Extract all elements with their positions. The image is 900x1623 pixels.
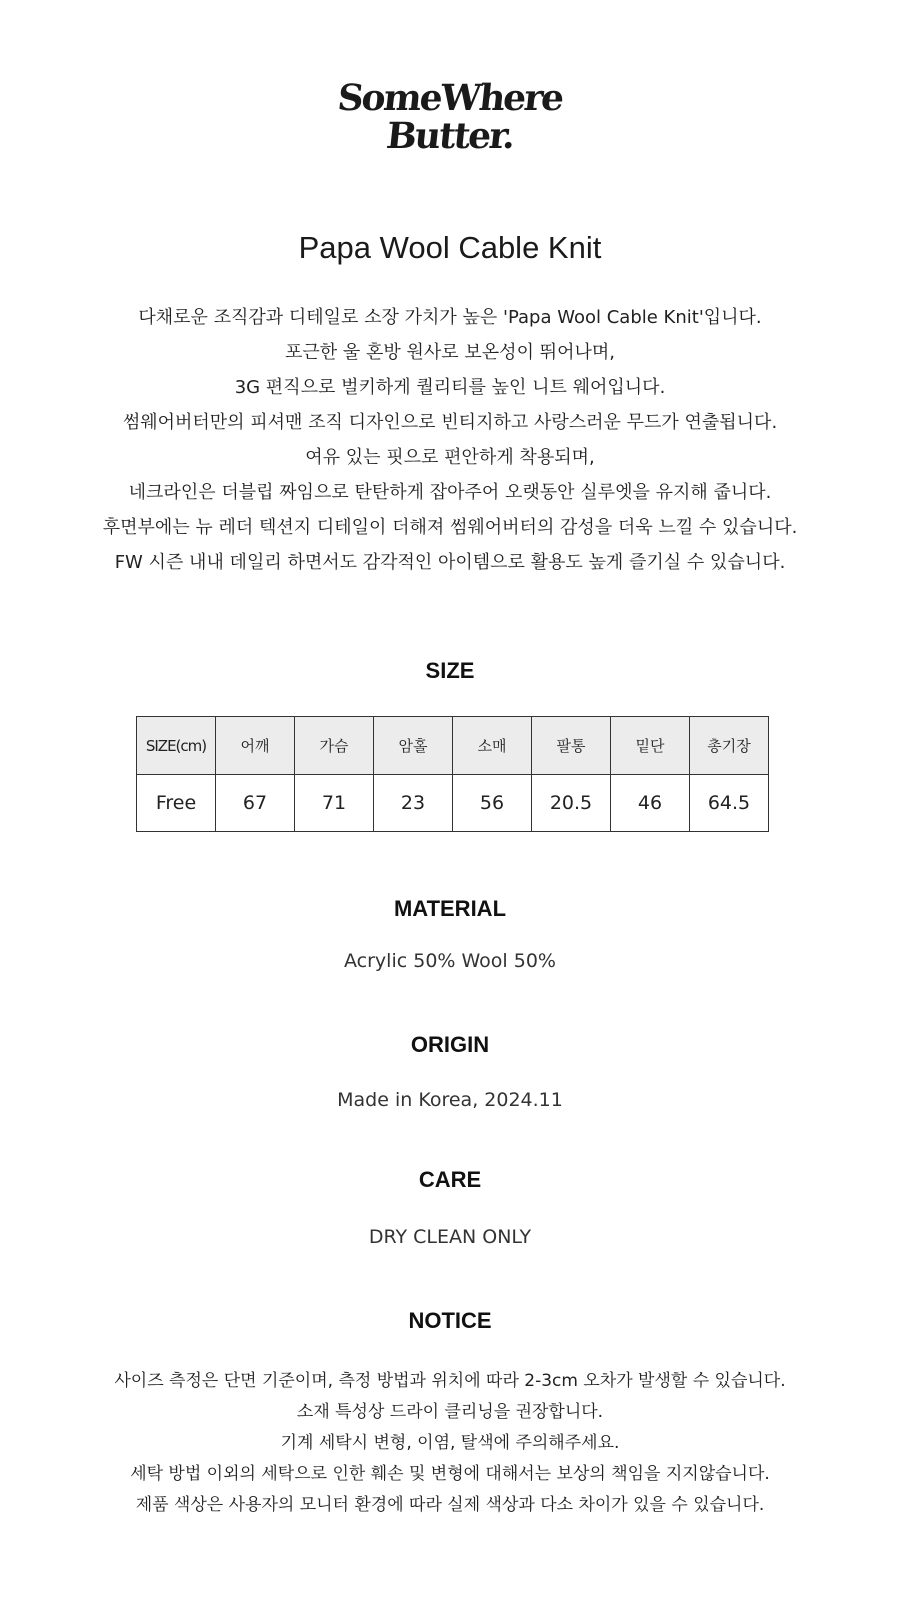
description-line: 다채로운 조직감과 디테일로 소장 가치가 높은 'Papa Wool Cable Knit'입니다. [138,307,762,328]
size-table [136,716,769,832]
care-value: DRY CLEAN ONLY [368,1226,532,1248]
size-header-cell: 소매 [453,717,532,775]
description-line: 썸웨어버터만의 피셔맨 조직 디자인으로 빈티지하고 사랑스러운 무드가 연출됩니다. [122,412,778,433]
notice-line: 세탁 방법 이외의 세탁으로 인한 훼손 및 변형에 대해서는 보상의 책임을 지지않습니다. [130,1464,770,1484]
origin-heading: ORIGIN [410,1032,490,1057]
size-header-cell: SIZE(cm) [137,717,216,775]
size-header-cell: 팔통 [532,717,611,775]
notice-heading: NOTICE [408,1308,492,1333]
description-line: 후면부에는 뉴 레더 텍션지 디테일이 더해져 썸웨어버터의 감성을 더욱 느낄 수 있습니다. [102,517,798,538]
description-line: 포근한 울 혼방 원사로 보온성이 뛰어나며, [285,342,615,363]
origin-value: Made in Korea, 2024.11 [337,1089,563,1111]
notice-line: 사이즈 측정은 단면 기준이며, 측정 방법과 위치에 따라 2-3cm 오차가 발생할 수 있습니다. [114,1371,786,1391]
size-value-cell: 71 [295,775,374,832]
description-line: FW 시즌 내내 데일리 하면서도 감각적인 아이템으로 활용도 높게 즐기실 수 있습니다. [114,552,786,573]
product-description [0,300,900,580]
size-value-cell: 56 [453,775,532,832]
notice-list [0,1366,900,1521]
size-heading: SIZE [425,658,475,683]
material-value: Acrylic 50% Wool 50% [344,950,556,972]
notice-line: 소재 특성상 드라이 클리닝을 권장합니다. [296,1402,604,1422]
brand-logo-line2: Butter. [384,115,516,157]
size-header-cell: 밑단 [611,717,690,775]
description-line: 여유 있는 핏으로 편안하게 착용되며, [305,447,595,468]
size-header-cell: 어깨 [216,717,295,775]
notice-line: 기계 세탁시 변형, 이염, 탈색에 주의해주세요. [280,1433,620,1453]
description-line: 3G 편직으로 벌키하게 퀄리티를 높인 니트 웨어입니다. [234,377,666,398]
notice-line: 제품 색상은 사용자의 모니터 환경에 따라 실제 색상과 다소 차이가 있을 수 있습니다. [135,1495,765,1515]
size-value-cell: Free [137,775,216,832]
size-value-cell: 46 [611,775,690,832]
size-table-header-row [137,717,769,775]
size-value-cell: 20.5 [532,775,611,832]
material-heading: MATERIAL [393,896,507,921]
brand-logo [0,77,900,157]
size-value-cell: 67 [216,775,295,832]
description-line: 네크라인은 더블립 짜임으로 탄탄하게 잡아주어 오랫동안 실루엣을 유지해 줍니다. [128,482,772,503]
size-header-cell: 암홀 [374,717,453,775]
size-value-cell: 23 [374,775,453,832]
brand-logo-line1: SomeWhere [335,77,565,119]
size-header-cell: 총기장 [690,717,769,775]
care-heading: CARE [418,1167,482,1192]
product-title: Papa Wool Cable Knit [298,230,602,265]
size-header-cell: 가슴 [295,717,374,775]
size-table-row [137,775,769,832]
size-value-cell: 64.5 [690,775,769,832]
